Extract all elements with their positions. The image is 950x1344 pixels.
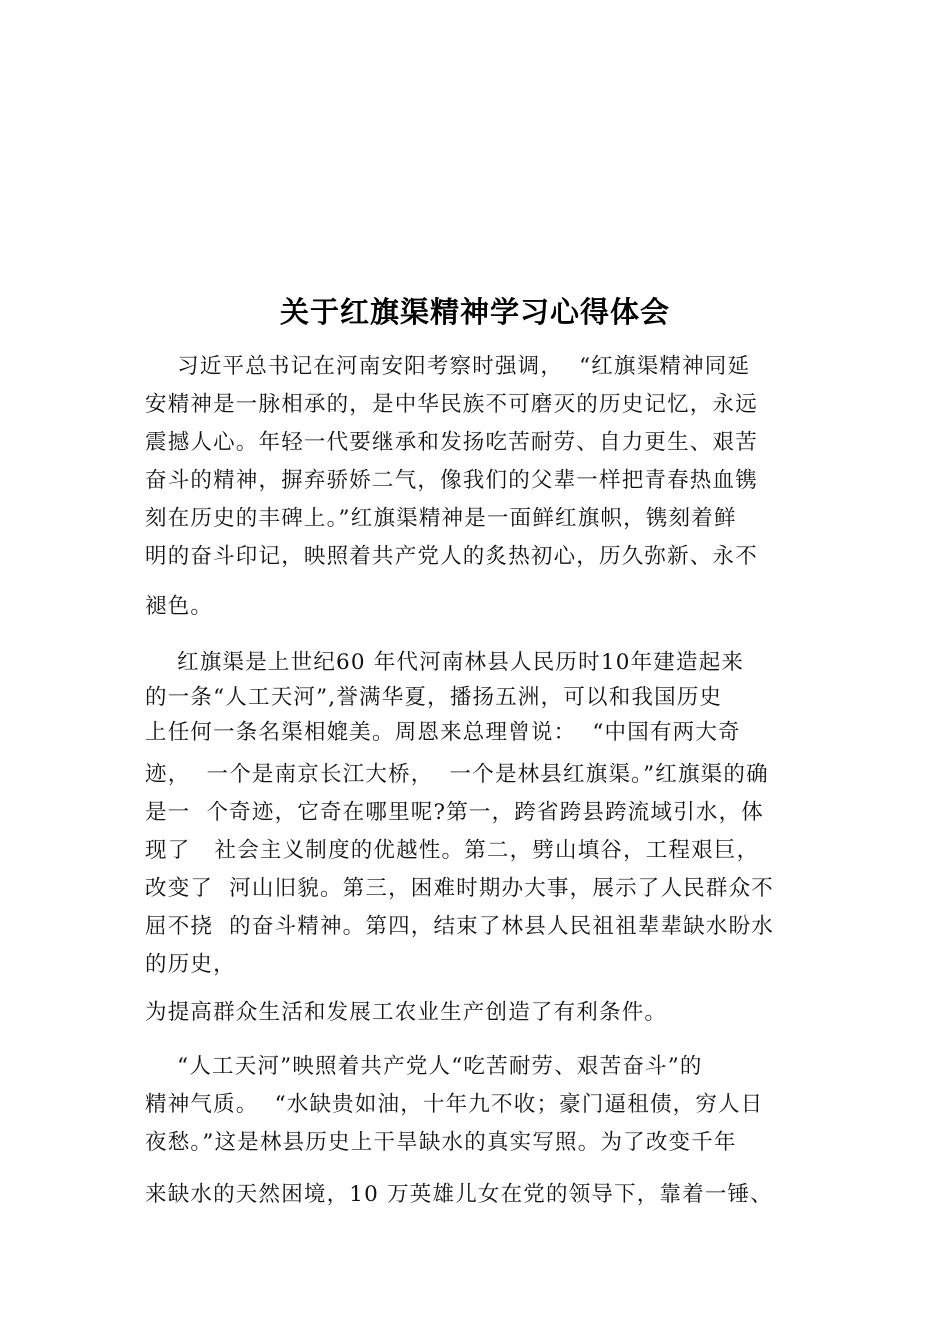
paragraph-3-line-2: 精神气质。 “水缺贵如油，十年九不收；豪门逼租债，穷人日 bbox=[145, 1092, 764, 1117]
paragraph-2-line-2: 的一条“人工天河”,誉满华夏，播扬五洲，可以和我国历史 bbox=[145, 685, 723, 710]
paragraph-1-line-4: 奋斗的精神，摒弃骄娇二气，像我们的父辈一样把青春热血镌 bbox=[145, 468, 758, 493]
paragraph-1-line-5: 刻在历史的丰碑上。”红旗渠精神是一面鲜红旗帜，镌刻着鲜 bbox=[145, 506, 737, 531]
paragraph-3-line-3: 夜愁。”这是林县历史上干旱缺水的真实写照。为了改变千年 bbox=[145, 1130, 737, 1155]
paragraph-1-line-3: 震撼人心。年轻一代要继承和发扬吃苦耐劳、自力更生、艰苦 bbox=[145, 430, 758, 455]
document-title: 关于红旗渠精神学习心得体会 bbox=[279, 295, 670, 329]
paragraph-1-line-6: 明的奋斗印记，映照着共产党人的炙热初心，历久弥新、永不 bbox=[145, 544, 758, 569]
paragraph-2-line-5: 是一 个奇迹，它奇在哪里呢?第一，跨省跨县跨流域引水，体 bbox=[145, 800, 764, 825]
paragraph-2-line-3: 上任何一条名渠相媲美。周恩来总理曾说： “中国有两大奇 bbox=[145, 720, 741, 745]
paragraph-2-line-1: 红旗渠是上世纪60 年代河南林县人民历时10年建造起来 bbox=[145, 650, 745, 675]
paragraph-1-line-7: 褪色。 bbox=[145, 594, 214, 619]
paragraph-1-line-1: 习近平总书记在河南安阳考察时强调， “红旗渠精神同延 bbox=[145, 354, 751, 379]
paragraph-2-line-8: 屈不挠 的奋斗精神。第四，结束了林县人民祖祖辈辈缺水盼水 bbox=[145, 914, 774, 939]
paragraph-2-line-4: 迹， 一个是南京长江大桥， 一个是林县红旗渠。”红旗渠的确 bbox=[145, 762, 769, 787]
paragraph-2-line-6: 现了 社会主义制度的优越性。第二，劈山填谷，工程艰巨， bbox=[145, 838, 760, 863]
paragraph-3-line-1: “人工天河”映照着共产党人“吃苦耐劳、艰苦奋斗”的 bbox=[145, 1054, 703, 1079]
paragraph-3-line-4: 来缺水的天然困境，10 万英雄儿女在党的领导下，靠着一锤、 bbox=[145, 1182, 773, 1207]
paragraph-2-line-9: 的历史， bbox=[145, 952, 236, 977]
paragraph-2-line-10: 为提高群众生活和发展工农业生产创造了有利条件。 bbox=[145, 1000, 668, 1025]
paragraph-2-line-7: 改变了 河山旧貌。第三，困难时期办大事，展示了人民群众不 bbox=[145, 876, 774, 901]
paragraph-1-line-2: 安精神是一脉相承的，是中华民族不可磨灭的历史记忆，永远 bbox=[145, 392, 758, 417]
